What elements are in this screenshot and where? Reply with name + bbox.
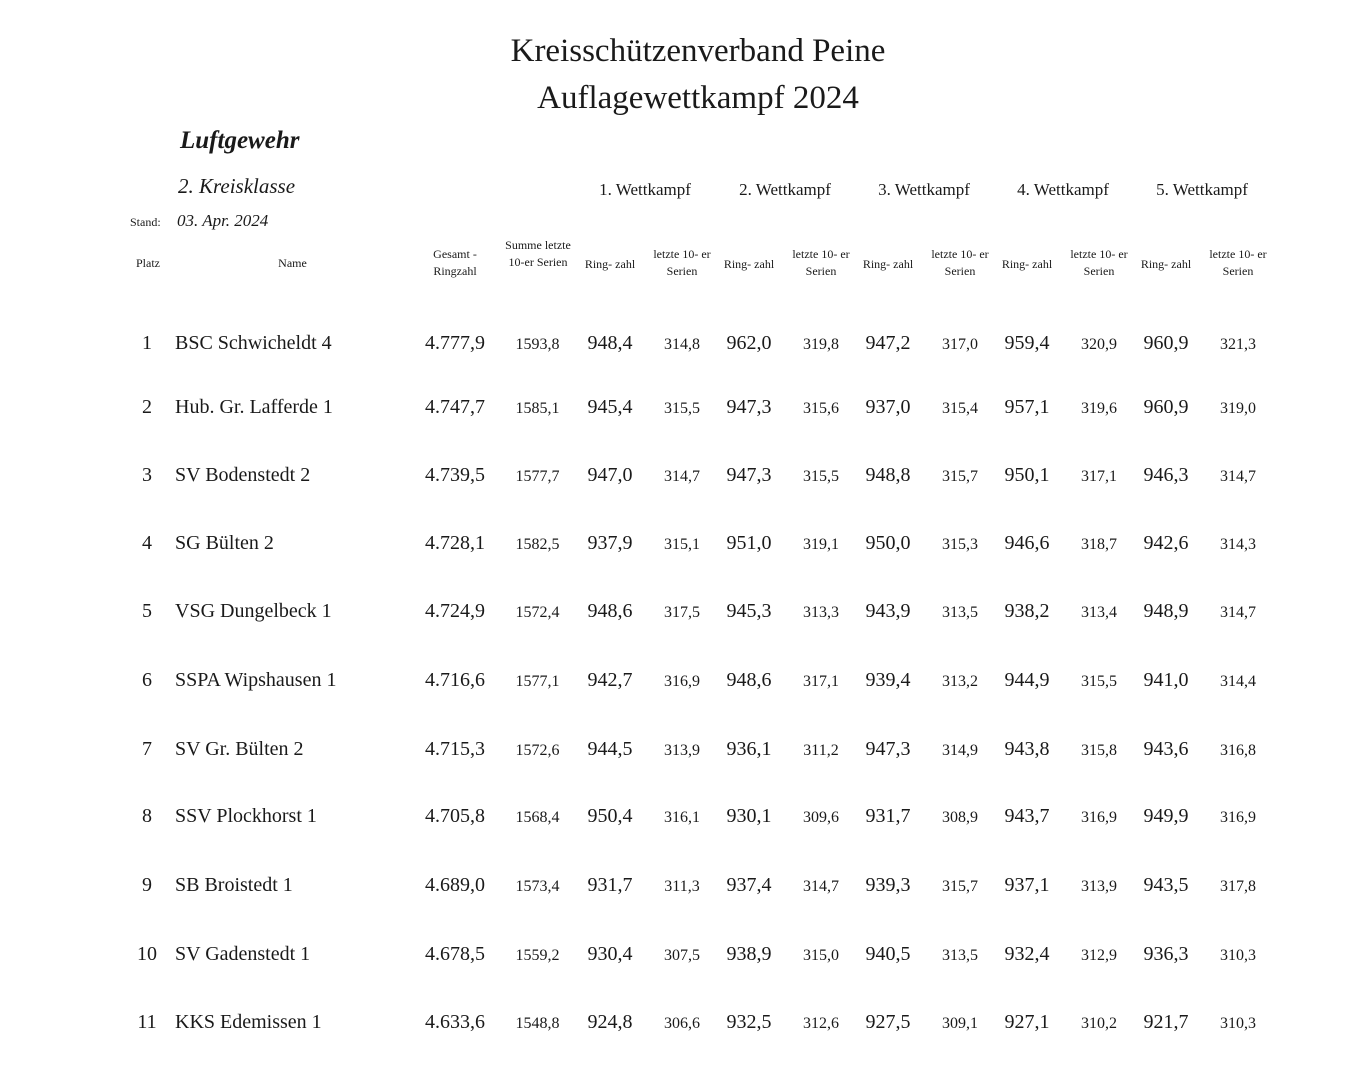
row-ringzahl-1: 931,7 <box>587 874 633 896</box>
row-serien-2: 319,1 <box>803 536 839 553</box>
row-serien-3: 313,2 <box>942 673 978 690</box>
row-gesamt: 4.716,6 <box>425 669 485 691</box>
col-header-ringzahl-2: Ring- zahl <box>723 257 775 271</box>
document-title: Kreisschützenverband Peine <box>510 33 886 69</box>
row-serien-5: 316,9 <box>1220 809 1256 826</box>
row-ringzahl-1: 947,0 <box>587 464 633 486</box>
row-serien-2: 315,0 <box>803 947 839 964</box>
row-serien-3: 308,9 <box>942 809 978 826</box>
row-serien-5: 317,8 <box>1220 878 1256 895</box>
wettkampf-header-2: 2. Wettkampf <box>739 180 831 199</box>
row-ringzahl-2: 945,3 <box>726 600 772 622</box>
row-serien-5: 316,8 <box>1220 742 1256 759</box>
table-row <box>0 738 1354 778</box>
col-header-gesamt: Gesamt - Ringzahl <box>433 247 477 278</box>
row-ringzahl-4: 943,8 <box>1004 738 1050 760</box>
row-ringzahl-5: 946,3 <box>1143 464 1189 486</box>
row-serien-2: 319,8 <box>803 336 839 353</box>
table-row <box>0 600 1354 640</box>
row-ringzahl-4: 946,6 <box>1004 532 1050 554</box>
row-serien-5: 314,7 <box>1220 468 1256 485</box>
row-serien-4: 310,2 <box>1081 1015 1117 1032</box>
row-serien-3: 313,5 <box>942 947 978 964</box>
row-serien-3: 309,1 <box>942 1015 978 1032</box>
row-ringzahl-1: 942,7 <box>587 669 633 691</box>
row-serien-4: 315,8 <box>1081 742 1117 759</box>
table-row <box>0 805 1354 845</box>
col-header-platz: Platz <box>136 256 160 270</box>
row-serien-1: 317,5 <box>664 604 700 621</box>
col-header-serien-4: letzte 10- er Serien <box>1070 247 1128 278</box>
row-team-name: KKS Edemissen 1 <box>175 1011 322 1033</box>
row-summe: 1568,4 <box>515 809 560 826</box>
col-header-summe: Summe letzte 10-er Serien <box>505 238 571 269</box>
row-ringzahl-5: 942,6 <box>1143 532 1189 554</box>
row-serien-2: 311,2 <box>803 742 839 759</box>
row-platz: 3 <box>142 464 152 486</box>
row-serien-3: 313,5 <box>942 604 978 621</box>
row-ringzahl-3: 947,3 <box>865 738 911 760</box>
row-ringzahl-5: 960,9 <box>1143 396 1189 418</box>
row-team-name: SV Bodenstedt 2 <box>175 464 311 486</box>
row-summe: 1577,7 <box>515 468 560 485</box>
row-serien-4: 312,9 <box>1081 947 1117 964</box>
stand-label: Stand: <box>130 215 161 229</box>
row-ringzahl-2: 948,6 <box>726 669 772 691</box>
row-ringzahl-3: 939,4 <box>865 669 911 691</box>
col-header-ringzahl-3: Ring- zahl <box>862 257 914 271</box>
row-summe: 1572,6 <box>515 742 560 759</box>
row-ringzahl-1: 948,6 <box>587 600 633 622</box>
row-gesamt: 4.689,0 <box>425 874 485 896</box>
discipline-label: Luftgewehr <box>180 127 300 154</box>
col-header-serien-5: letzte 10- er Serien <box>1209 247 1267 278</box>
table-row <box>0 396 1354 436</box>
row-serien-2: 315,6 <box>803 400 839 417</box>
row-ringzahl-2: 932,5 <box>726 1011 772 1033</box>
stand-date: 03. Apr. 2024 <box>177 211 269 230</box>
row-gesamt: 4.724,9 <box>425 600 485 622</box>
row-serien-1: 315,5 <box>664 400 700 417</box>
document-subtitle: Auflagewettkampf 2024 <box>537 80 859 116</box>
row-platz: 8 <box>142 805 152 827</box>
row-platz: 9 <box>142 874 152 896</box>
col-header-serien-2: letzte 10- er Serien <box>792 247 850 278</box>
row-summe: 1572,4 <box>515 604 560 621</box>
row-platz: 11 <box>137 1011 157 1033</box>
row-platz: 6 <box>142 669 152 691</box>
row-serien-3: 315,7 <box>942 468 978 485</box>
row-ringzahl-3: 940,5 <box>865 943 911 965</box>
row-serien-4: 319,6 <box>1081 400 1117 417</box>
row-ringzahl-4: 944,9 <box>1004 669 1050 691</box>
row-serien-4: 315,5 <box>1081 673 1117 690</box>
row-team-name: Hub. Gr. Lafferde 1 <box>175 396 333 418</box>
row-ringzahl-4: 938,2 <box>1004 600 1050 622</box>
row-ringzahl-5: 960,9 <box>1143 332 1189 354</box>
row-serien-1: 314,8 <box>664 336 700 353</box>
row-ringzahl-4: 957,1 <box>1004 396 1050 418</box>
row-serien-1: 313,9 <box>664 742 700 759</box>
row-serien-1: 311,3 <box>664 878 700 895</box>
row-serien-5: 314,4 <box>1220 673 1256 690</box>
row-ringzahl-3: 931,7 <box>865 805 911 827</box>
row-serien-1: 316,1 <box>664 809 700 826</box>
row-serien-2: 315,5 <box>803 468 839 485</box>
row-serien-4: 320,9 <box>1081 336 1117 353</box>
row-ringzahl-5: 948,9 <box>1143 600 1189 622</box>
row-ringzahl-4: 937,1 <box>1004 874 1050 896</box>
row-ringzahl-2: 930,1 <box>726 805 772 827</box>
row-ringzahl-3: 943,9 <box>865 600 911 622</box>
row-serien-3: 317,0 <box>942 336 978 353</box>
row-team-name: BSC Schwicheldt 4 <box>175 332 332 354</box>
row-serien-5: 310,3 <box>1220 1015 1256 1032</box>
row-ringzahl-3: 947,2 <box>865 332 911 354</box>
row-ringzahl-2: 947,3 <box>726 396 772 418</box>
row-team-name: SG Bülten 2 <box>175 532 274 554</box>
row-team-name: SSV Plockhorst 1 <box>175 805 317 827</box>
row-ringzahl-1: 924,8 <box>587 1011 633 1033</box>
row-ringzahl-5: 943,6 <box>1143 738 1189 760</box>
row-ringzahl-1: 930,4 <box>587 943 633 965</box>
row-ringzahl-5: 921,7 <box>1143 1011 1189 1033</box>
row-serien-3: 315,7 <box>942 878 978 895</box>
row-serien-2: 317,1 <box>803 673 839 690</box>
row-team-name: SV Gr. Bülten 2 <box>175 738 304 760</box>
row-gesamt: 4.715,3 <box>425 738 485 760</box>
row-ringzahl-4: 932,4 <box>1004 943 1050 965</box>
row-ringzahl-2: 947,3 <box>726 464 772 486</box>
row-summe: 1559,2 <box>515 947 560 964</box>
row-gesamt: 4.739,5 <box>425 464 485 486</box>
row-platz: 4 <box>142 532 152 554</box>
row-serien-2: 313,3 <box>803 604 839 621</box>
row-ringzahl-1: 950,4 <box>587 805 633 827</box>
row-ringzahl-2: 962,0 <box>726 332 772 354</box>
class-label: 2. Kreisklasse <box>178 174 296 198</box>
row-serien-5: 321,3 <box>1220 336 1256 353</box>
row-gesamt: 4.777,9 <box>425 332 485 354</box>
row-serien-5: 314,7 <box>1220 604 1256 621</box>
table-row <box>0 943 1354 983</box>
row-serien-3: 314,9 <box>942 742 978 759</box>
row-summe: 1573,4 <box>515 878 560 895</box>
row-ringzahl-3: 927,5 <box>865 1011 911 1033</box>
row-ringzahl-2: 937,4 <box>726 874 772 896</box>
row-ringzahl-4: 943,7 <box>1004 805 1050 827</box>
row-team-name: VSG Dungelbeck 1 <box>175 600 332 622</box>
row-ringzahl-1: 937,9 <box>587 532 633 554</box>
row-ringzahl-3: 937,0 <box>865 396 911 418</box>
table-row <box>0 1011 1354 1051</box>
row-serien-1: 315,1 <box>664 536 700 553</box>
table-row <box>0 669 1354 709</box>
row-serien-3: 315,4 <box>942 400 978 417</box>
row-summe: 1577,1 <box>515 673 560 690</box>
row-ringzahl-3: 950,0 <box>865 532 911 554</box>
col-header-serien-3: letzte 10- er Serien <box>931 247 989 278</box>
row-serien-5: 319,0 <box>1220 400 1256 417</box>
row-gesamt: 4.747,7 <box>425 396 485 418</box>
table-row <box>0 464 1354 504</box>
row-summe: 1548,8 <box>515 1015 560 1032</box>
row-serien-4: 318,7 <box>1081 536 1117 553</box>
table-row <box>0 874 1354 914</box>
row-platz: 5 <box>142 600 152 622</box>
row-gesamt: 4.705,8 <box>425 805 485 827</box>
col-header-serien-1: letzte 10- er Serien <box>653 247 711 278</box>
row-ringzahl-5: 936,3 <box>1143 943 1189 965</box>
row-ringzahl-5: 949,9 <box>1143 805 1189 827</box>
row-ringzahl-3: 948,8 <box>865 464 911 486</box>
row-gesamt: 4.633,6 <box>425 1011 485 1033</box>
col-header-ringzahl-4: Ring- zahl <box>1001 257 1053 271</box>
row-ringzahl-1: 944,5 <box>587 738 633 760</box>
row-serien-4: 313,9 <box>1081 878 1117 895</box>
row-platz: 2 <box>142 396 152 418</box>
row-platz: 1 <box>142 332 152 354</box>
row-ringzahl-3: 939,3 <box>865 874 911 896</box>
row-serien-1: 307,5 <box>664 947 700 964</box>
row-team-name: SB Broistedt 1 <box>175 874 293 896</box>
row-ringzahl-4: 959,4 <box>1004 332 1050 354</box>
row-ringzahl-5: 941,0 <box>1143 669 1189 691</box>
row-summe: 1585,1 <box>515 400 560 417</box>
row-ringzahl-1: 948,4 <box>587 332 633 354</box>
row-serien-2: 312,6 <box>803 1015 839 1032</box>
row-ringzahl-4: 927,1 <box>1004 1011 1050 1033</box>
row-serien-2: 314,7 <box>803 878 839 895</box>
row-ringzahl-5: 943,5 <box>1143 874 1189 896</box>
row-serien-5: 310,3 <box>1220 947 1256 964</box>
row-serien-5: 314,3 <box>1220 536 1256 553</box>
row-gesamt: 4.678,5 <box>425 943 485 965</box>
row-summe: 1593,8 <box>515 336 560 353</box>
row-serien-1: 316,9 <box>664 673 700 690</box>
row-serien-4: 313,4 <box>1081 604 1117 621</box>
row-team-name: SV Gadenstedt 1 <box>175 943 311 965</box>
row-serien-4: 316,9 <box>1081 809 1117 826</box>
wettkampf-header-3: 3. Wettkampf <box>878 180 970 199</box>
col-header-ringzahl-1: Ring- zahl <box>584 257 636 271</box>
row-ringzahl-2: 938,9 <box>726 943 772 965</box>
row-team-name: SSPA Wipshausen 1 <box>175 669 337 691</box>
row-serien-2: 309,6 <box>803 809 839 826</box>
row-platz: 10 <box>137 943 157 965</box>
row-ringzahl-2: 951,0 <box>726 532 772 554</box>
wettkampf-header-1: 1. Wettkampf <box>599 180 691 199</box>
col-header-ringzahl-5: Ring- zahl <box>1140 257 1192 271</box>
row-ringzahl-2: 936,1 <box>726 738 772 760</box>
wettkampf-header-4: 4. Wettkampf <box>1017 180 1109 199</box>
row-summe: 1582,5 <box>515 536 560 553</box>
wettkampf-header-5: 5. Wettkampf <box>1156 180 1248 199</box>
row-ringzahl-1: 945,4 <box>587 396 633 418</box>
col-header-name: Name <box>278 256 307 270</box>
row-serien-4: 317,1 <box>1081 468 1117 485</box>
row-ringzahl-4: 950,1 <box>1004 464 1050 486</box>
table-row <box>0 532 1354 572</box>
table-row <box>0 332 1354 372</box>
row-platz: 7 <box>142 738 152 760</box>
row-serien-1: 306,6 <box>664 1015 700 1032</box>
row-serien-3: 315,3 <box>942 536 978 553</box>
row-gesamt: 4.728,1 <box>425 532 485 554</box>
row-serien-1: 314,7 <box>664 468 700 485</box>
